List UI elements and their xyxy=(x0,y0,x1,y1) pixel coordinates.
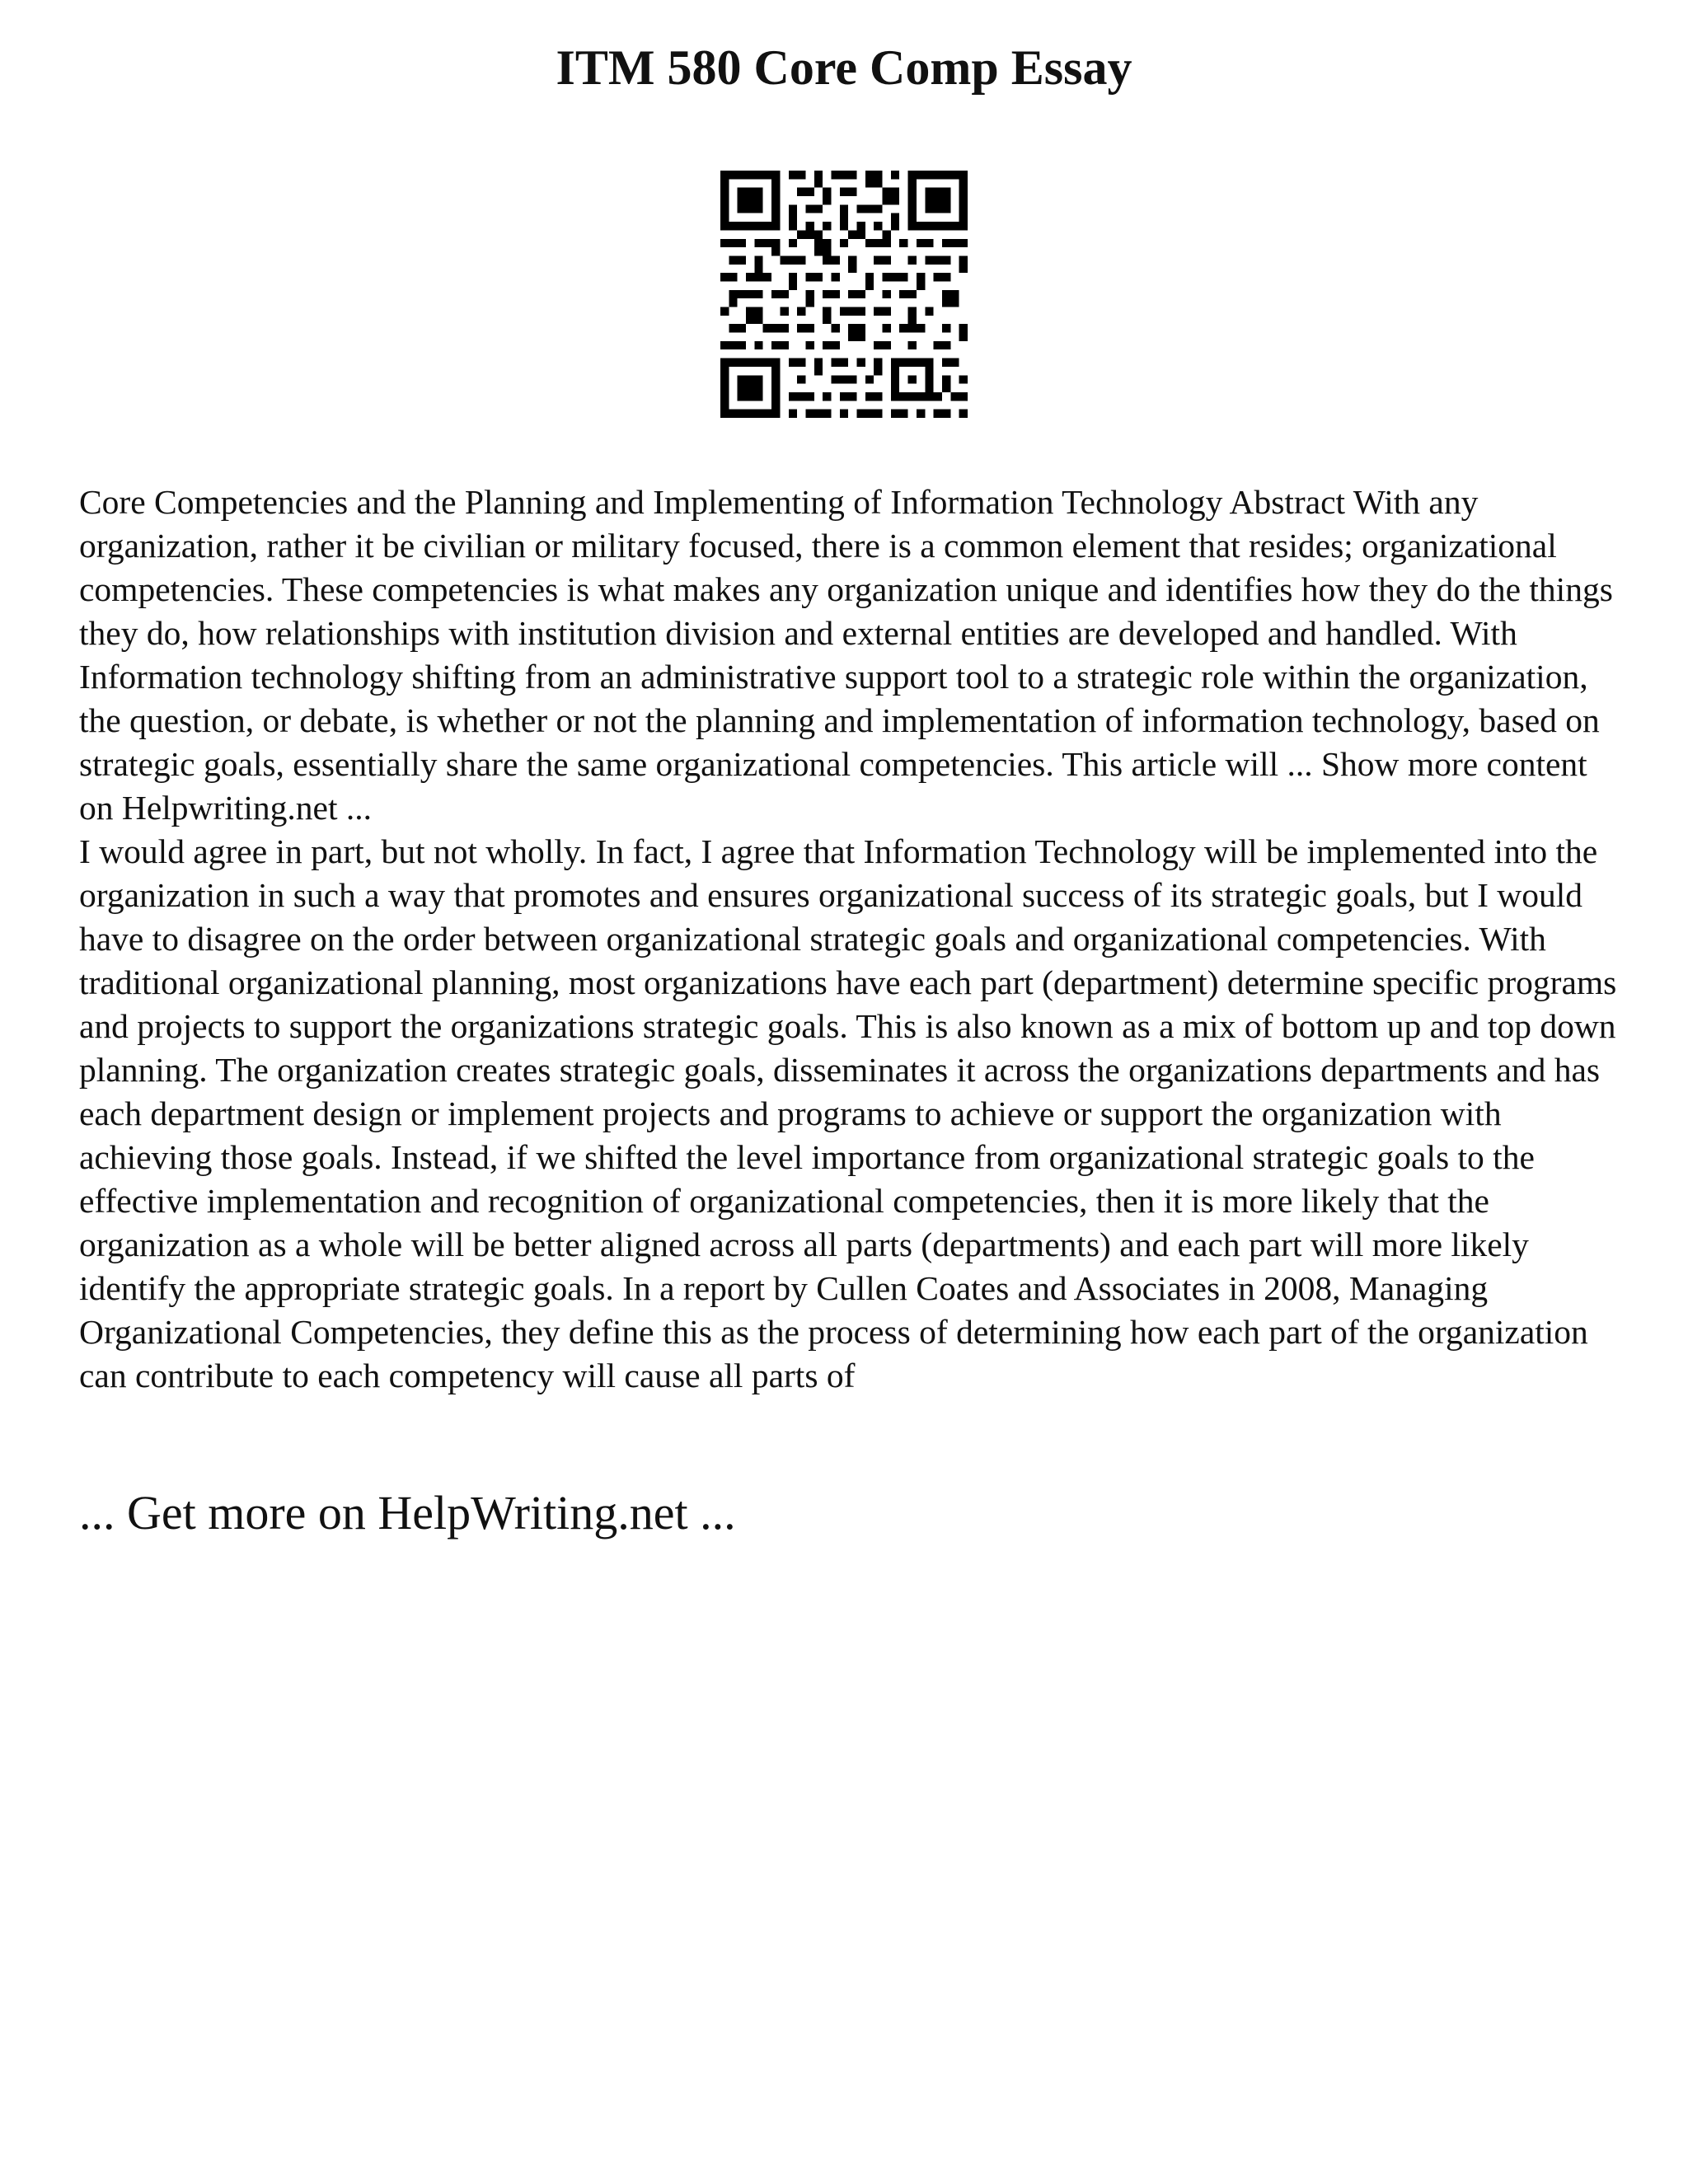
get-more-link[interactable]: ... Get more on HelpWriting.net ... xyxy=(79,1486,736,1540)
essay-paragraph-2: I would agree in part, but not wholly. In fact, I agree that Information Technology will be implemented into the organization in such a way that promotes and ensures organizational success of its strategic goals, but I would have to disagree on the order between organizational strategic goals and organizational competencies. With traditional organizational planning, most organizations have each part (department) determine specific programs and projects to support the organizations strategic goals. This is also known as a mix of bottom up and top down planning. The organization creates strategic goals, disseminates it across the organizations departments and has each department design or implement projects and programs to achieve or support the organization with achieving those goals. Instead, if we shifted the level importance from organizational strategic goals to the effective implementation and recognition of organizational competencies, then it is more likely that the organization as a whole will be better aligned across all parts (departments) and each part will more likely identify the appropriate strategic goals. In a report by Cullen Coates and Associates in 2008, Managing Organizational Competencies, they define this as the process of determining how each part of the organization can contribute to each competency will cause all parts of xyxy=(79,832,1617,1394)
page-title: ITM 580 Core Comp Essay xyxy=(556,40,1132,95)
essay-paragraph-1: Core Competencies and the Planning and Implementing of Information Technology Abstract With any organization, rather it be civilian or military focused, there is a common element that resides; organizational competencies. These competencies is what makes any organization unique and identifies how they do the things they do, how relationships with institution division and external entities are developed and handled. With Information technology shifting from an administrative support tool to a strategic role within the organization, the question, or debate, is whether or not the planning and implementation of information technology, based on strategic goals, essentially share the same organizational competencies. This article will ... Show more content on Helpwriting.net ... xyxy=(79,483,1613,827)
essay-body xyxy=(79,480,1629,1398)
qr-code-icon xyxy=(720,171,968,418)
